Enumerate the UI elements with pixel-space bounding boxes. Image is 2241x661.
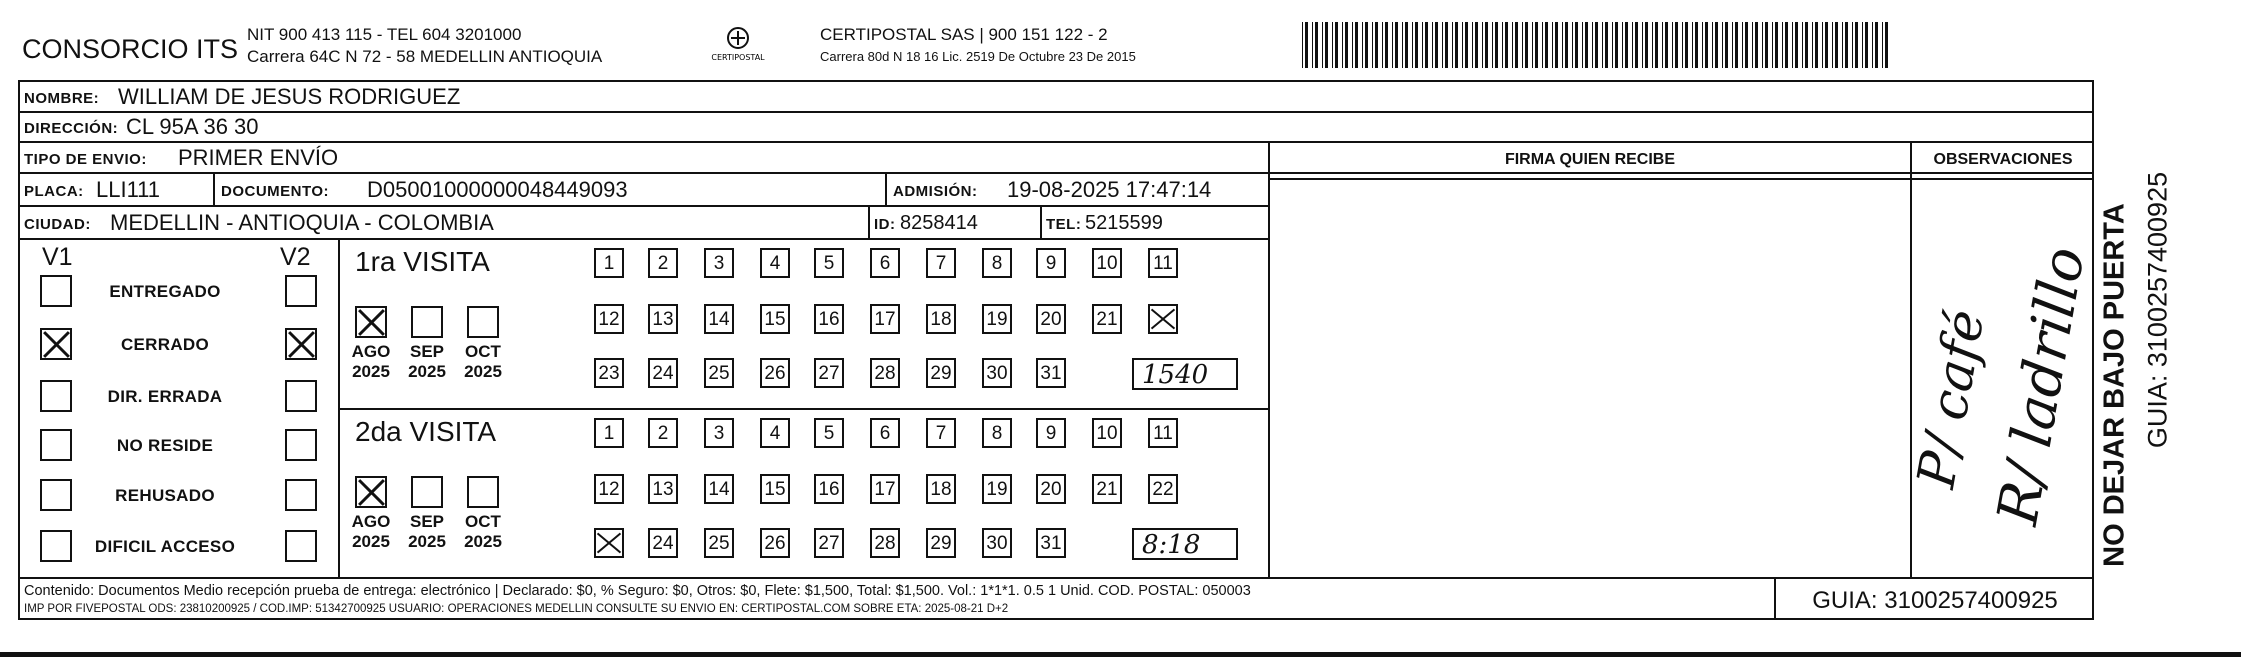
day-box-15[interactable]: 15 (760, 474, 790, 504)
day-box-20[interactable]: 20 (1036, 304, 1066, 334)
barcode-bar (1692, 22, 1693, 68)
checkbox-v2-3[interactable] (285, 429, 317, 461)
signature-header: FIRMA QUIEN RECIBE (1504, 151, 1676, 168)
barcode-bar (1862, 22, 1863, 68)
barcode-bar (1872, 22, 1873, 68)
side-guia: GUIA: 3100257400925 (2142, 171, 2173, 449)
barcode-bar (1682, 22, 1683, 68)
day-box-28[interactable]: 28 (870, 528, 900, 558)
day-box-1[interactable]: 1 (594, 248, 624, 278)
barcode-bar (1715, 22, 1718, 68)
barcode-bar (1372, 22, 1373, 68)
barcode-bar (1322, 22, 1323, 68)
day-box-28[interactable]: 28 (870, 358, 900, 388)
barcode-bar (1632, 22, 1633, 68)
checkbox-v1-2[interactable] (40, 380, 72, 412)
day-box-10[interactable]: 10 (1092, 418, 1122, 448)
barcode-bar (1352, 22, 1353, 68)
barcode-bar (1795, 22, 1798, 68)
status-label: NO RESIDE (116, 436, 214, 455)
day-box-4[interactable]: 4 (760, 248, 790, 278)
barcode-bar (1845, 22, 1848, 68)
day-box-11[interactable]: 11 (1148, 418, 1178, 448)
barcode-bar (1775, 22, 1778, 68)
day-box-6[interactable]: 6 (870, 248, 900, 278)
barcode-bar (1365, 22, 1368, 68)
day-box-12[interactable]: 12 (594, 474, 624, 504)
day-box-17[interactable]: 17 (870, 474, 900, 504)
v1-label: V1 (42, 243, 73, 271)
barcode-bar (1732, 22, 1733, 68)
bottom-rule (0, 652, 2241, 657)
checkbox-v1-4[interactable] (40, 479, 72, 511)
day-box-9[interactable]: 9 (1036, 248, 1066, 278)
day-box-16[interactable]: 16 (814, 304, 844, 334)
day-box-14[interactable]: 14 (704, 474, 734, 504)
barcode-bar (1832, 22, 1833, 68)
day-box-6[interactable]: 6 (870, 418, 900, 448)
barcode-bar (1452, 22, 1453, 68)
carrier-address: Carrera 80d N 18 16 Lic. 2519 De Octubre 23 De 2015 (820, 49, 1136, 64)
barcode-bar (1442, 22, 1443, 68)
barcode-bar (1865, 22, 1868, 68)
day-box-15[interactable]: 15 (760, 304, 790, 334)
month-label: AGO (351, 512, 391, 531)
barcode-bar (1425, 22, 1428, 68)
day-box-5[interactable]: 5 (814, 418, 844, 448)
day-box-8[interactable]: 8 (982, 418, 1012, 448)
barcode-bar (1835, 22, 1838, 68)
barcode-bar (1522, 22, 1523, 68)
year-label: 2025 (408, 362, 446, 381)
barcode-bar (1712, 22, 1713, 68)
footer-contenido: Contenido: Documentos Medio recepción prueba de entrega: electrónico | Declarado: $0, % Seguro: $0, Otros: $0, Flete: $1,500, Total: $1,500. Vol.: 1*1*1. 0.5 1 Unid. COD. POSTAL: 050003 (24, 583, 1251, 599)
day-box-19[interactable]: 19 (982, 304, 1012, 334)
barcode-bar (1582, 22, 1583, 68)
barcode-bar (1545, 22, 1548, 68)
barcode-bar (1885, 22, 1888, 68)
month-label: AGO (351, 342, 391, 361)
barcode-bar (1725, 22, 1728, 68)
barcode-bar (1785, 22, 1788, 68)
barcode-bar (1302, 22, 1303, 68)
barcode-bar (1485, 22, 1488, 68)
month-label: OCT (465, 342, 501, 361)
footer-guia: GUIA: 3100257400925 (1812, 587, 2058, 614)
barcode-bar (1395, 22, 1398, 68)
barcode-bar (1575, 22, 1578, 68)
barcode-bar (1695, 22, 1698, 68)
barcode-bar (1312, 22, 1313, 68)
month-label: SEP (409, 512, 445, 531)
observations-header: OBSERVACIONES (1933, 151, 2073, 168)
barcode-bar (1475, 22, 1478, 68)
day-box-3[interactable]: 3 (704, 248, 734, 278)
barcode-bar (1345, 22, 1348, 68)
month-checkbox-1-0[interactable] (355, 476, 387, 508)
barcode-bar (1842, 22, 1843, 68)
checkbox-v2-5[interactable] (285, 530, 317, 562)
company-name: CONSORCIO ITS (22, 34, 239, 64)
month-checkbox-0-1[interactable] (411, 306, 443, 338)
barcode-bar (1502, 22, 1503, 68)
barcode-bar (1605, 22, 1608, 68)
barcode-bar (1855, 22, 1858, 68)
barcode-bar (1702, 22, 1703, 68)
barcode-bar (1542, 22, 1543, 68)
barcode-bar (1625, 22, 1628, 68)
barcode-bar (1572, 22, 1573, 68)
barcode-bar (1815, 22, 1818, 68)
barcode-bar (1455, 22, 1458, 68)
observation-line-1: P/ café (1906, 305, 1997, 493)
day-box-30[interactable]: 30 (982, 358, 1012, 388)
barcode-bar (1782, 22, 1783, 68)
logo-text: CERTIPOSTAL (711, 53, 765, 62)
status-label: REHUSADO (115, 486, 215, 505)
ciudad-value: MEDELLIN - ANTIOQUIA - COLOMBIA (110, 210, 494, 235)
barcode-bar (1662, 22, 1663, 68)
day-box-16[interactable]: 16 (814, 474, 844, 504)
status-label: ENTREGADO (109, 282, 221, 301)
barcode-bar (1602, 22, 1603, 68)
year-label: 2025 (464, 532, 502, 551)
barcode-bar (1462, 22, 1463, 68)
barcode-bar (1742, 22, 1743, 68)
barcode-bar (1652, 22, 1653, 68)
id-value: 8258414 (900, 212, 978, 234)
barcode-bar (1375, 22, 1378, 68)
checkbox-v2-4[interactable] (285, 479, 317, 511)
day-box-11[interactable]: 11 (1148, 248, 1178, 278)
placa-value: LLI111 (96, 177, 161, 202)
year-label: 2025 (464, 362, 502, 381)
documento-value: D05001000000048449093 (367, 177, 628, 202)
barcode-bar (1305, 22, 1308, 68)
barcode-bar (1655, 22, 1658, 68)
barcode-bar (1405, 22, 1408, 68)
barcode-bar (1675, 22, 1678, 68)
barcode-bar (1335, 22, 1338, 68)
barcode-bar (1685, 22, 1688, 68)
barcode-bar (1552, 22, 1553, 68)
day-box-25[interactable]: 25 (704, 358, 734, 388)
time-box-0[interactable] (1132, 358, 1238, 390)
footer-imp: IMP POR FIVEPOSTAL ODS: 23810200925 / COD.IMP: 51342700925 USUARIO: OPERACIONES MEDELLIN CONSULTE SU ENVIO EN: CERTIPOSTAL.COM SOBRE ETA: 2025-08-21 D+2 (24, 603, 1009, 615)
day-box-24[interactable]: 24 (648, 528, 678, 558)
checkbox-v1-5[interactable] (40, 530, 72, 562)
day-box-7[interactable]: 7 (926, 248, 956, 278)
day-box-26[interactable]: 26 (760, 358, 790, 388)
day-box-7[interactable]: 7 (926, 418, 956, 448)
barcode-bar (1755, 22, 1758, 68)
day-box-13[interactable]: 13 (648, 304, 678, 334)
barcode-bar (1745, 22, 1748, 68)
day-box-14[interactable]: 14 (704, 304, 734, 334)
checkbox-v2-0[interactable] (285, 275, 317, 307)
year-label: 2025 (352, 532, 390, 551)
day-box-27[interactable]: 27 (814, 358, 844, 388)
documento-label: DOCUMENTO: (221, 183, 330, 200)
day-box-22[interactable] (1148, 304, 1178, 334)
barcode-bar (1525, 22, 1528, 68)
day-box-17[interactable]: 17 (870, 304, 900, 334)
barcode-bar (1535, 22, 1538, 68)
month-label: OCT (465, 512, 501, 531)
barcode-bar (1642, 22, 1643, 68)
checkbox-v2-1[interactable] (285, 328, 317, 360)
barcode-bar (1792, 22, 1793, 68)
observations-area (1906, 178, 2098, 577)
id-label: ID: (874, 216, 896, 233)
day-box-19[interactable]: 19 (982, 474, 1012, 504)
day-box-4[interactable]: 4 (760, 418, 790, 448)
barcode-bar (1315, 22, 1318, 68)
day-box-5[interactable]: 5 (814, 248, 844, 278)
tipo-envio-value: PRIMER ENVÍO (178, 145, 339, 170)
day-box-22[interactable]: 22 (1148, 474, 1178, 504)
barcode-bar (1382, 22, 1383, 68)
barcode-bar (1555, 22, 1558, 68)
day-box-2[interactable]: 2 (648, 248, 678, 278)
day-box-21[interactable]: 21 (1092, 474, 1122, 504)
barcode-bar (1722, 22, 1723, 68)
day-box-31[interactable]: 31 (1036, 528, 1066, 558)
status-label: DIFICIL ACCESO (94, 537, 236, 556)
barcode-bar (1505, 22, 1508, 68)
barcode-bar (1812, 22, 1813, 68)
barcode-bar (1422, 22, 1423, 68)
visit-title-1: 2da VISITA (355, 416, 497, 447)
barcode-bar (1852, 22, 1853, 68)
day-box-8[interactable]: 8 (982, 248, 1012, 278)
carrier-name: CERTIPOSTAL SAS | 900 151 122 - 2 (820, 25, 1108, 44)
barcode-bar (1402, 22, 1403, 68)
day-box-29[interactable]: 29 (926, 528, 956, 558)
barcode-bar (1355, 22, 1358, 68)
status-label: CERRADO (120, 335, 210, 354)
month-checkbox-1-1[interactable] (411, 476, 443, 508)
month-checkbox-0-0[interactable] (355, 306, 387, 338)
nombre-value: WILLIAM DE JESUS RODRIGUEZ (118, 84, 461, 109)
direccion-label: DIRECCIÓN: (24, 120, 119, 137)
barcode-bar (1412, 22, 1413, 68)
time-box-1[interactable] (1132, 528, 1238, 560)
day-box-23[interactable]: 23 (594, 358, 624, 388)
nombre-label: NOMBRE: (24, 90, 100, 107)
barcode-bar (1585, 22, 1588, 68)
checkbox-v1-3[interactable] (40, 429, 72, 461)
day-box-24[interactable]: 24 (648, 358, 678, 388)
day-box-18[interactable]: 18 (926, 474, 956, 504)
barcode-bar (1882, 22, 1883, 68)
tipo-envio-label: TIPO DE ENVIO: (24, 151, 147, 168)
month-checkbox-1-2[interactable] (467, 476, 499, 508)
barcode-bar (1432, 22, 1433, 68)
month-label: SEP (409, 342, 445, 361)
day-box-13[interactable]: 13 (648, 474, 678, 504)
barcode-bar (1665, 22, 1668, 68)
barcode-bar (1635, 22, 1638, 68)
day-box-10[interactable]: 10 (1092, 248, 1122, 278)
barcode-bar (1512, 22, 1513, 68)
v2-label: V2 (280, 243, 311, 271)
day-box-27[interactable]: 27 (814, 528, 844, 558)
barcode-bar (1445, 22, 1448, 68)
barcode-bar (1385, 22, 1388, 68)
company-address: Carrera 64C N 72 - 58 MEDELLIN ANTIOQUIA (247, 47, 603, 66)
handwritten-time: 8:18 (1142, 530, 1201, 560)
barcode-bar (1615, 22, 1618, 68)
ciudad-label: CIUDAD: (24, 216, 91, 233)
admision-value: 19-08-2025 17:47:14 (1007, 177, 1212, 202)
checkbox-v2-2[interactable] (285, 380, 317, 412)
barcode-bar (1612, 22, 1613, 68)
day-box-20[interactable]: 20 (1036, 474, 1066, 504)
barcode-bar (1672, 22, 1673, 68)
barcode-bar (1495, 22, 1498, 68)
day-box-23[interactable] (594, 528, 624, 558)
barcode-bar (1645, 22, 1648, 68)
certipostal-logo (703, 24, 773, 70)
year-label: 2025 (408, 532, 446, 551)
day-box-18[interactable]: 18 (926, 304, 956, 334)
placa-label: PLACA: (24, 183, 84, 200)
day-box-29[interactable]: 29 (926, 358, 956, 388)
day-box-21[interactable]: 21 (1092, 304, 1122, 334)
year-label: 2025 (352, 362, 390, 381)
day-box-9[interactable]: 9 (1036, 418, 1066, 448)
handwritten-time: 1540 (1142, 360, 1209, 390)
barcode-bar (1392, 22, 1393, 68)
barcode-bar (1492, 22, 1493, 68)
tel-label: TEL: (1046, 216, 1082, 233)
barcode-bar (1805, 22, 1808, 68)
barcode-bar (1825, 22, 1828, 68)
barcode-bar (1362, 22, 1363, 68)
direccion-value: CL 95A 36 30 (126, 114, 259, 139)
day-box-31[interactable]: 31 (1036, 358, 1066, 388)
barcode-bar (1465, 22, 1468, 68)
visit-title-0: 1ra VISITA (355, 246, 490, 277)
checkbox-v1-0[interactable] (40, 275, 72, 307)
barcode-bar (1515, 22, 1518, 68)
barcode-bar (1562, 22, 1563, 68)
barcode-bar (1765, 22, 1768, 68)
side-notice: NO DEJAR BAJO PUERTA (2098, 203, 2131, 567)
barcode-bar (1342, 22, 1343, 68)
barcode-bar (1592, 22, 1593, 68)
day-box-26[interactable]: 26 (760, 528, 790, 558)
barcode-bar (1482, 22, 1483, 68)
barcode-bar (1325, 22, 1328, 68)
barcode-bar (1762, 22, 1763, 68)
day-box-2[interactable]: 2 (648, 418, 678, 448)
barcode-bar (1622, 22, 1623, 68)
barcode-bar (1752, 22, 1753, 68)
barcode-bar (1822, 22, 1823, 68)
day-box-1[interactable]: 1 (594, 418, 624, 448)
month-checkbox-0-2[interactable] (467, 306, 499, 338)
barcode-bar (1595, 22, 1598, 68)
barcode-bar (1875, 22, 1878, 68)
barcode-bar (1332, 22, 1333, 68)
admision-label: ADMISIÓN: (893, 183, 978, 200)
barcode-bar (1565, 22, 1568, 68)
barcode-bar (1435, 22, 1438, 68)
barcode (1300, 22, 1895, 68)
barcode-bar (1802, 22, 1803, 68)
barcode-bar (1772, 22, 1773, 68)
barcode-bar (1705, 22, 1708, 68)
barcode-bar (1472, 22, 1473, 68)
checkbox-v1-1[interactable] (40, 328, 72, 360)
day-box-25[interactable]: 25 (704, 528, 734, 558)
status-label: DIR. ERRADA (107, 387, 223, 406)
barcode-bar (1415, 22, 1418, 68)
barcode-bar (1532, 22, 1533, 68)
company-nit: NIT 900 413 115 - TEL 604 3201000 (247, 25, 522, 44)
barcode-bar (1735, 22, 1738, 68)
tel-value: 5215599 (1085, 212, 1163, 234)
observation-line-2: R/ ladrillo (1985, 242, 2098, 530)
day-box-12[interactable]: 12 (594, 304, 624, 334)
day-box-3[interactable]: 3 (704, 418, 734, 448)
day-box-30[interactable]: 30 (982, 528, 1012, 558)
